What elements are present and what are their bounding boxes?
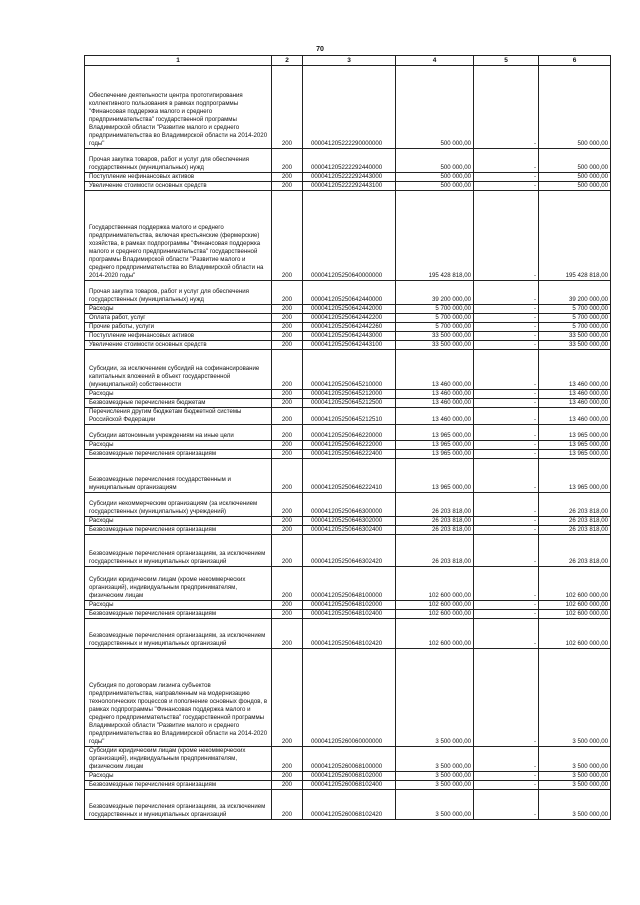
row-classification-code: 000041205250646302420	[303, 535, 396, 567]
row-value-col6: 26 203 818,00	[539, 493, 611, 517]
table-row	[85, 314, 611, 323]
row-value-col5: -	[474, 601, 539, 610]
row-name: Расходы	[85, 305, 272, 314]
row-classification-code: 000041205250646222000	[303, 441, 396, 450]
row-value-col5: -	[474, 567, 539, 601]
row-value-col6: 3 500 000,00	[539, 772, 611, 781]
row-value-col5: -	[474, 341, 539, 350]
row-value-col5: -	[474, 323, 539, 332]
row-code: 200	[272, 425, 303, 441]
table-row	[85, 790, 611, 820]
row-name: Поступление нефинансовых активов	[85, 173, 272, 182]
row-code: 200	[272, 149, 303, 173]
row-name: Субсидия по договорам лизинга субъектов предпринимательства, направленным на модернизацию технологических процессов и пополнение основных фондов, в рамках подпрограммы "Финансовая поддержка малого и среднего предпринимательства" государственной программы Владимирской области "Развитие малого и среднего предпринимательства во Владимирской области на 2014-2020 годы"	[85, 649, 272, 747]
row-code: 200	[272, 173, 303, 182]
row-value-col4: 102 600 000,00	[396, 601, 474, 610]
row-classification-code: 000041205222290000000	[303, 66, 396, 149]
row-value-col6: 26 203 818,00	[539, 535, 611, 567]
row-value-col4: 39 200 000,00	[396, 281, 474, 305]
row-name: Безвозмездные перечисления организациям	[85, 610, 272, 619]
row-value-col5: -	[474, 399, 539, 408]
row-value-col6: 195 428 818,00	[539, 191, 611, 281]
table-row	[85, 341, 611, 350]
row-name: Безвозмездные перечисления организациям, за исключением государственных и муниципальных организаций	[85, 619, 272, 649]
row-value-col6: 102 600 000,00	[539, 567, 611, 601]
row-classification-code: 000041205260068102400	[303, 781, 396, 790]
row-code: 200	[272, 408, 303, 425]
row-code: 200	[272, 450, 303, 459]
row-name: Перечисления другим бюджетам бюджетной системы Российской Федерации	[85, 408, 272, 425]
row-value-col4: 102 600 000,00	[396, 567, 474, 601]
row-value-col6: 500 000,00	[539, 173, 611, 182]
row-value-col4: 195 428 818,00	[396, 191, 474, 281]
row-value-col4: 13 460 000,00	[396, 408, 474, 425]
row-value-col5: -	[474, 526, 539, 535]
row-name: Субсидии юридическим лицам (кроме некоммерческих организаций), индивидуальным предпринимателям, физическим лицам	[85, 567, 272, 601]
table-row	[85, 526, 611, 535]
table-row	[85, 399, 611, 408]
row-classification-code: 000041205250645210000	[303, 350, 396, 390]
table-header-row	[85, 56, 611, 66]
row-name: Субсидии некоммерческим организациям (за исключением государственных (муниципальных) учреждений)	[85, 493, 272, 517]
table-row	[85, 601, 611, 610]
row-value-col5: -	[474, 649, 539, 747]
table-row	[85, 332, 611, 341]
row-classification-code: 000041205222292443000	[303, 173, 396, 182]
header-col-6: 6	[539, 56, 611, 66]
row-code: 200	[272, 747, 303, 772]
row-code: 200	[272, 305, 303, 314]
row-value-col6: 500 000,00	[539, 149, 611, 173]
row-classification-code: 000041205250646220000	[303, 425, 396, 441]
row-value-col4: 5 700 000,00	[396, 314, 474, 323]
row-name: Расходы	[85, 601, 272, 610]
row-name: Расходы	[85, 772, 272, 781]
row-name: Безвозмездные перечисления организациям, за исключением государственных и муниципальных организаций	[85, 790, 272, 820]
row-value-col6: 13 965 000,00	[539, 425, 611, 441]
row-value-col5: -	[474, 350, 539, 390]
row-code: 200	[272, 649, 303, 747]
row-value-col4: 500 000,00	[396, 173, 474, 182]
row-value-col4: 102 600 000,00	[396, 619, 474, 649]
table-row	[85, 493, 611, 517]
row-value-col5: -	[474, 747, 539, 772]
row-value-col5: -	[474, 173, 539, 182]
row-value-col5: -	[474, 535, 539, 567]
row-classification-code: 000041205222292440000	[303, 149, 396, 173]
row-value-col5: -	[474, 281, 539, 305]
row-value-col5: -	[474, 781, 539, 790]
table-row	[85, 182, 611, 191]
row-value-col6: 13 460 000,00	[539, 399, 611, 408]
table-row	[85, 459, 611, 493]
row-value-col5: -	[474, 149, 539, 173]
row-name: Оплата работ, услуг	[85, 314, 272, 323]
row-value-col6: 26 203 818,00	[539, 517, 611, 526]
row-code: 200	[272, 350, 303, 390]
table-row	[85, 66, 611, 149]
row-value-col6: 3 500 000,00	[539, 790, 611, 820]
row-name: Расходы	[85, 517, 272, 526]
table-row	[85, 281, 611, 305]
row-code: 200	[272, 182, 303, 191]
row-classification-code: 000041205250648102400	[303, 610, 396, 619]
row-classification-code: 000041205250646302000	[303, 517, 396, 526]
row-name: Прочая закупка товаров, работ и услуг для обеспечения государственных (муниципальных) нужд	[85, 149, 272, 173]
row-value-col6: 26 203 818,00	[539, 526, 611, 535]
row-value-col4: 500 000,00	[396, 182, 474, 191]
table-row	[85, 149, 611, 173]
row-value-col5: -	[474, 314, 539, 323]
row-classification-code: 000041205260068102420	[303, 790, 396, 820]
table-row	[85, 610, 611, 619]
table-row	[85, 781, 611, 790]
row-value-col5: -	[474, 408, 539, 425]
row-name: Безвозмездные перечисления государственным и муниципальным организациям	[85, 459, 272, 493]
row-value-col6: 13 965 000,00	[539, 441, 611, 450]
row-value-col6: 3 500 000,00	[539, 649, 611, 747]
row-value-col6: 13 460 000,00	[539, 408, 611, 425]
row-value-col5: -	[474, 450, 539, 459]
row-value-col5: -	[474, 610, 539, 619]
row-classification-code: 000041205250648102000	[303, 601, 396, 610]
row-value-col6: 3 500 000,00	[539, 781, 611, 790]
row-name: Увеличение стоимости основных средств	[85, 341, 272, 350]
header-col-3: 3	[303, 56, 396, 66]
row-classification-code: 000041205250642443100	[303, 341, 396, 350]
table-row	[85, 619, 611, 649]
row-value-col5: -	[474, 305, 539, 314]
table-row	[85, 390, 611, 399]
row-classification-code: 000041205250642442000	[303, 305, 396, 314]
row-name: Прочие работы, услуги	[85, 323, 272, 332]
row-code: 200	[272, 332, 303, 341]
row-name: Прочая закупка товаров, работ и услуг для обеспечения государственных (муниципальных) нужд	[85, 281, 272, 305]
row-value-col5: -	[474, 619, 539, 649]
row-value-col4: 13 460 000,00	[396, 399, 474, 408]
row-value-col4: 3 500 000,00	[396, 772, 474, 781]
row-value-col4: 26 203 818,00	[396, 526, 474, 535]
row-value-col4: 3 500 000,00	[396, 649, 474, 747]
row-value-col6: 39 200 000,00	[539, 281, 611, 305]
row-value-col5: -	[474, 459, 539, 493]
row-value-col6: 5 700 000,00	[539, 314, 611, 323]
row-code: 200	[272, 790, 303, 820]
row-code: 200	[272, 66, 303, 149]
table-row	[85, 517, 611, 526]
row-value-col5: -	[474, 772, 539, 781]
table-row	[85, 772, 611, 781]
row-code: 200	[272, 399, 303, 408]
row-name: Расходы	[85, 390, 272, 399]
table-row	[85, 323, 611, 332]
row-value-col4: 13 965 000,00	[396, 441, 474, 450]
row-code: 200	[272, 281, 303, 305]
row-value-col4: 3 500 000,00	[396, 781, 474, 790]
row-name: Государственная поддержка малого и среднего предпринимательства, включая крестьянские (фермерские) хозяйства, в рамках подпрограммы "Финансовая поддержка малого и среднего предпринимательства" государственной программы Владимирской области "Развитие малого и среднего предпринимательства во Владимирской области на 2014-2020 годы"	[85, 191, 272, 281]
row-value-col5: -	[474, 493, 539, 517]
row-code: 200	[272, 493, 303, 517]
row-value-col6: 13 965 000,00	[539, 459, 611, 493]
row-name: Расходы	[85, 441, 272, 450]
table-row	[85, 305, 611, 314]
page-number: 70	[316, 46, 324, 53]
table-row	[85, 450, 611, 459]
row-value-col6: 33 500 000,00	[539, 341, 611, 350]
row-classification-code: 000041205250645212500	[303, 399, 396, 408]
table-row	[85, 350, 611, 390]
row-value-col6: 500 000,00	[539, 66, 611, 149]
row-name: Обеспечение деятельности центра прототипирования коллективного пользования в рамках подпрограммы "Финансовая поддержка малого и среднего предпринимательства" государственной программы Владимирской области "Развитие малого и среднего предпринимательства во Владимирской области на 2014-2020 годы"	[85, 66, 272, 149]
header-col-2: 2	[272, 56, 303, 66]
row-value-col4: 26 203 818,00	[396, 517, 474, 526]
row-name: Безвозмездные перечисления организациям	[85, 450, 272, 459]
row-value-col4: 500 000,00	[396, 66, 474, 149]
row-value-col4: 102 600 000,00	[396, 610, 474, 619]
row-classification-code: 000041205250646300000	[303, 493, 396, 517]
row-code: 200	[272, 314, 303, 323]
row-code: 200	[272, 601, 303, 610]
row-value-col4: 13 965 000,00	[396, 450, 474, 459]
row-name: Поступление нефинансовых активов	[85, 332, 272, 341]
table-row	[85, 747, 611, 772]
row-code: 200	[272, 610, 303, 619]
budget-table	[84, 55, 611, 820]
row-name: Субсидии автономным учреждениям на иные цели	[85, 425, 272, 441]
row-name: Безвозмездные перечисления бюджетам	[85, 399, 272, 408]
row-classification-code: 000041205250646222410	[303, 459, 396, 493]
row-value-col5: -	[474, 66, 539, 149]
row-value-col6: 13 460 000,00	[539, 350, 611, 390]
table-row	[85, 441, 611, 450]
row-value-col4: 500 000,00	[396, 149, 474, 173]
row-code: 200	[272, 526, 303, 535]
row-value-col6: 5 700 000,00	[539, 305, 611, 314]
row-value-col5: -	[474, 425, 539, 441]
table-row	[85, 649, 611, 747]
row-code: 200	[272, 441, 303, 450]
row-code: 200	[272, 323, 303, 332]
table-row	[85, 535, 611, 567]
header-col-4: 4	[396, 56, 474, 66]
row-classification-code: 000041205250642442200	[303, 314, 396, 323]
row-value-col6: 13 460 000,00	[539, 390, 611, 399]
table-row	[85, 408, 611, 425]
row-classification-code: 000041205250645212000	[303, 390, 396, 399]
row-value-col4: 33 500 000,00	[396, 341, 474, 350]
row-name: Субсидии юридическим лицам (кроме некоммерческих организаций), индивидуальным предпринимателям, физическим лицам	[85, 747, 272, 772]
row-value-col5: -	[474, 332, 539, 341]
row-value-col6: 102 600 000,00	[539, 619, 611, 649]
row-name: Безвозмездные перечисления организациям	[85, 526, 272, 535]
row-name: Безвозмездные перечисления организациям	[85, 781, 272, 790]
row-value-col4: 26 203 818,00	[396, 535, 474, 567]
table-row	[85, 191, 611, 281]
row-value-col4: 5 700 000,00	[396, 305, 474, 314]
row-classification-code: 000041205250646302400	[303, 526, 396, 535]
row-value-col5: -	[474, 790, 539, 820]
row-code: 200	[272, 781, 303, 790]
row-classification-code: 000041205250646222400	[303, 450, 396, 459]
row-code: 200	[272, 341, 303, 350]
row-value-col6: 102 600 000,00	[539, 601, 611, 610]
row-name: Субсидии, за исключением субсидий на софинансирование капитальных вложений в объект государственной (муниципальной) собственности	[85, 350, 272, 390]
row-classification-code: 000041205250648102420	[303, 619, 396, 649]
row-value-col6: 33 500 000,00	[539, 332, 611, 341]
row-code: 200	[272, 772, 303, 781]
row-value-col4: 13 460 000,00	[396, 390, 474, 399]
row-classification-code: 000041205260068102000	[303, 772, 396, 781]
row-value-col4: 3 500 000,00	[396, 790, 474, 820]
row-name: Увеличение стоимости основных средств	[85, 182, 272, 191]
row-name: Безвозмездные перечисления организациям, за исключением государственных и муниципальных организаций	[85, 535, 272, 567]
header-col-5: 5	[474, 56, 539, 66]
row-value-col6: 102 600 000,00	[539, 610, 611, 619]
row-value-col5: -	[474, 441, 539, 450]
row-classification-code: 000041205250642440000	[303, 281, 396, 305]
row-code: 200	[272, 567, 303, 601]
row-value-col4: 13 965 000,00	[396, 425, 474, 441]
row-value-col4: 5 700 000,00	[396, 323, 474, 332]
row-code: 200	[272, 390, 303, 399]
row-value-col4: 26 203 818,00	[396, 493, 474, 517]
row-value-col5: -	[474, 182, 539, 191]
row-code: 200	[272, 535, 303, 567]
table-row	[85, 425, 611, 441]
header-col-1: 1	[85, 56, 272, 66]
row-value-col4: 33 500 000,00	[396, 332, 474, 341]
row-classification-code: 000041205260068100000	[303, 747, 396, 772]
row-code: 200	[272, 619, 303, 649]
table-row	[85, 173, 611, 182]
row-code: 200	[272, 459, 303, 493]
row-classification-code: 000041205250642443000	[303, 332, 396, 341]
row-value-col5: -	[474, 517, 539, 526]
row-classification-code: 000041205250645212510	[303, 408, 396, 425]
row-value-col6: 5 700 000,00	[539, 323, 611, 332]
row-value-col5: -	[474, 390, 539, 399]
row-classification-code: 000041205260060000000	[303, 649, 396, 747]
row-value-col6: 13 965 000,00	[539, 450, 611, 459]
row-classification-code: 000041205250648100000	[303, 567, 396, 601]
row-code: 200	[272, 517, 303, 526]
row-classification-code: 000041205250640000000	[303, 191, 396, 281]
table-row	[85, 567, 611, 601]
row-classification-code: 000041205222292443100	[303, 182, 396, 191]
row-classification-code: 000041205250642442260	[303, 323, 396, 332]
row-value-col5: -	[474, 191, 539, 281]
row-value-col4: 13 965 000,00	[396, 459, 474, 493]
row-value-col4: 3 500 000,00	[396, 747, 474, 772]
row-value-col6: 500 000,00	[539, 182, 611, 191]
row-value-col6: 3 500 000,00	[539, 747, 611, 772]
row-value-col4: 13 460 000,00	[396, 350, 474, 390]
row-code: 200	[272, 191, 303, 281]
